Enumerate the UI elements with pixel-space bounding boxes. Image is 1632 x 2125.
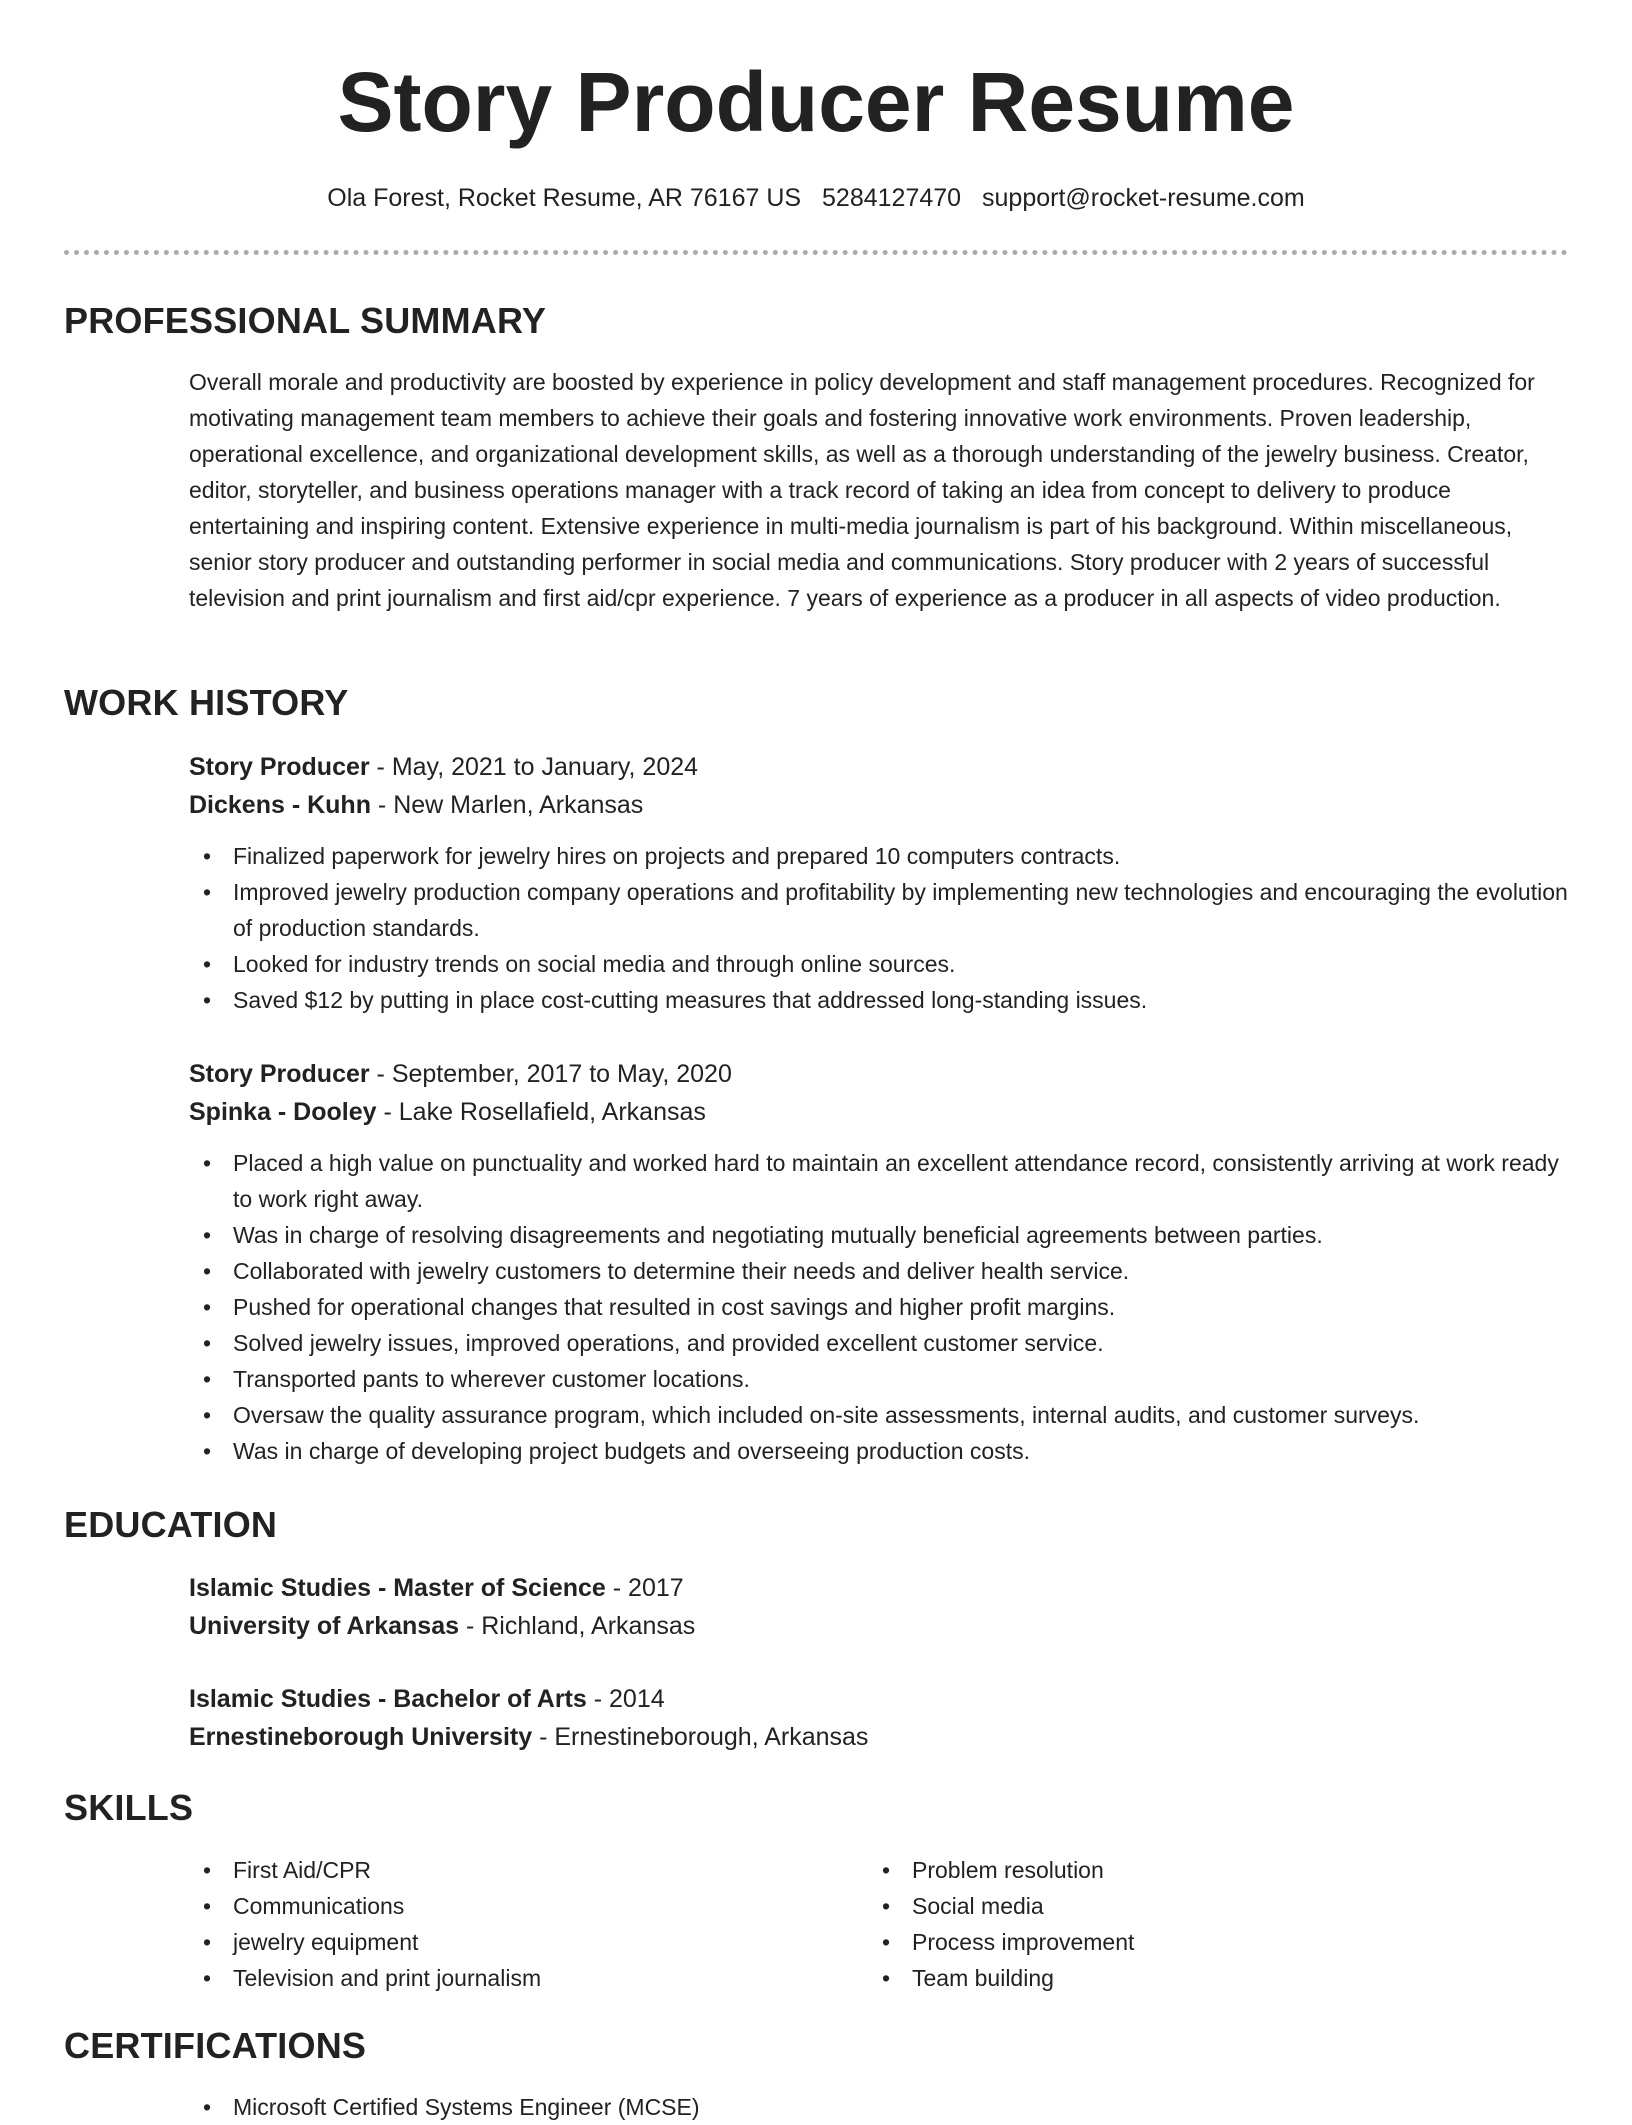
degree: Islamic Studies - Master of Science [189, 1574, 606, 1602]
job-duties-list [189, 1145, 1569, 1469]
skills-column-right [868, 1852, 1468, 1996]
contact-phone: 5284127470 [822, 184, 962, 212]
section-heading-skills: SKILLS [64, 1787, 194, 1828]
job-location: - New Marlen, Arkansas [370, 791, 644, 819]
skill-item: • First Aid/CPR [189, 1852, 789, 1888]
job-entry [189, 748, 1569, 1018]
list-item: • Saved $12 by putting in place cost-cutting measures that addressed long-standing issues. [189, 982, 1569, 1018]
skill-item: • Team building [868, 1960, 1468, 1996]
contact-address: Ola Forest, Rocket Resume, AR 76167 US [327, 184, 802, 212]
skill-item: • Problem resolution [868, 1852, 1468, 1888]
list-item: • Finalized paperwork for jewelry hires on projects and prepared 10 computers contracts. [189, 838, 1569, 874]
job-company: Spinka - Dooley [189, 1098, 377, 1126]
header-divider [64, 250, 1568, 255]
section-heading-certifications: CERTIFICATIONS [64, 2025, 367, 2066]
summary-text: Overall morale and productivity are boosted by experience in policy development and staff management procedures. Recognized for motivating management team members to achieve their goals and fostering innovative work environments. Proven leadership, operational excellence, and organizational development skills, as well as a thorough understanding of the jewelry business. Creator, editor, storyteller, and business operations manager with a track record of taking an idea from concept to delivery to produce entertaining and inspiring content. Extensive experience in multi-media journalism is part of his background. Within miscellaneous, senior story producer and outstanding performer in social media and communications. Story producer with 2 years of successful television and print journalism and first aid/cpr experience. 7 years of experience as a producer in all aspects of video production. [189, 369, 1535, 611]
job-dates: - May, 2021 to January, 2024 [369, 753, 699, 781]
list-item: • Was in charge of developing project budgets and overseeing production costs. [189, 1433, 1569, 1469]
certification-item: • Microsoft Certified Systems Engineer (MCSE) [189, 2089, 1569, 2125]
contact-info [0, 180, 1632, 216]
education-entry [189, 1569, 1569, 1645]
degree-line [189, 1680, 1569, 1718]
job-title: Story Producer [189, 1060, 370, 1088]
list-item: • Placed a high value on punctuality and worked hard to maintain an excellent attendance record, consistently arriving at work ready to work right away. [189, 1145, 1569, 1217]
job-dates: - September, 2017 to May, 2020 [369, 1060, 732, 1088]
job-title: Story Producer [189, 753, 370, 781]
job-company-line [189, 1093, 1569, 1131]
job-company-line [189, 786, 1569, 824]
job-company: Dickens - Kuhn [189, 791, 371, 819]
school-location: - Ernestineborough, Arkansas [532, 1723, 869, 1751]
degree: Islamic Studies - Bachelor of Arts [189, 1685, 587, 1713]
school-line [189, 1607, 1569, 1645]
skills-column-left [189, 1852, 789, 1996]
contact-email[interactable]: support@rocket-resume.com [982, 184, 1305, 212]
school-line [189, 1718, 1569, 1756]
job-location: - Lake Rosellafield, Arkansas [376, 1098, 706, 1126]
degree-year: - 2017 [605, 1574, 684, 1602]
section-heading-education: EDUCATION [64, 1504, 278, 1545]
skills-list [868, 1852, 1468, 1996]
skill-item: • Social media [868, 1888, 1468, 1924]
job-entry [189, 1055, 1569, 1469]
education-entry [189, 1680, 1569, 1756]
list-item: • Transported pants to wherever customer locations. [189, 1361, 1569, 1397]
list-item: • Solved jewelry issues, improved operations, and provided excellent customer service. [189, 1325, 1569, 1361]
skills-list [189, 1852, 789, 1996]
school: University of Arkansas [189, 1612, 460, 1640]
list-item: • Looked for industry trends on social media and through online sources. [189, 946, 1569, 982]
section-heading-summary: PROFESSIONAL SUMMARY [64, 300, 547, 341]
school-location: - Richland, Arkansas [459, 1612, 696, 1640]
certifications-block [189, 2089, 1569, 2125]
job-title-line [189, 1055, 1569, 1093]
list-item: • Was in charge of resolving disagreements and negotiating mutually beneficial agreements between parties. [189, 1217, 1569, 1253]
skill-item: • jewelry equipment [189, 1924, 789, 1960]
job-duties-list [189, 838, 1569, 1018]
skill-item: • Communications [189, 1888, 789, 1924]
job-title-line [189, 748, 1569, 786]
list-item: • Collaborated with jewelry customers to determine their needs and deliver health service. [189, 1253, 1569, 1289]
skill-item: • Television and print journalism [189, 1960, 789, 1996]
degree-year: - 2014 [586, 1685, 665, 1713]
summary-block [189, 364, 1569, 616]
degree-line [189, 1569, 1569, 1607]
section-heading-work-history: WORK HISTORY [64, 682, 349, 723]
list-item: • Oversaw the quality assurance program, which included on-site assessments, internal audits, and customer surveys. [189, 1397, 1569, 1433]
certifications-list [189, 2089, 1569, 2125]
list-item: • Pushed for operational changes that resulted in cost savings and higher profit margins. [189, 1289, 1569, 1325]
list-item: • Improved jewelry production company operations and profitability by implementing new technologies and encouraging the evolution of production standards. [189, 874, 1569, 946]
skill-item: • Process improvement [868, 1924, 1468, 1960]
school: Ernestineborough University [189, 1723, 533, 1751]
page-title: Story Producer Resume [337, 55, 1295, 149]
